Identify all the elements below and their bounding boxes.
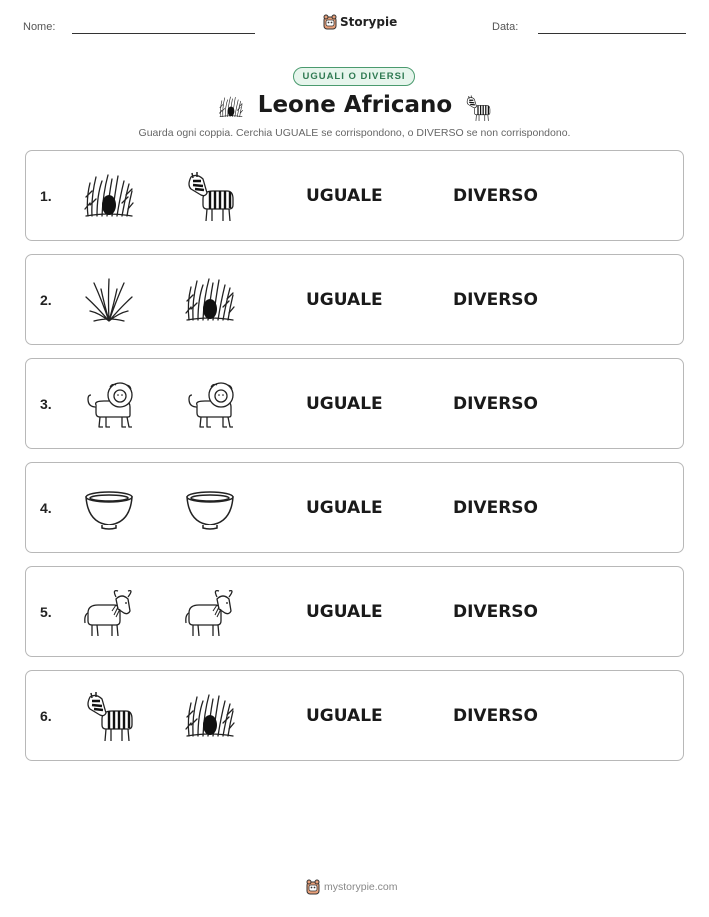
page-title: Leone Africano: [257, 92, 453, 118]
wildebeest-icon: [183, 585, 237, 639]
date-line[interactable]: [538, 33, 686, 34]
wildebeest-icon: [82, 585, 136, 639]
option-diverso[interactable]: DIVERSO: [453, 498, 538, 518]
savanna-grass-icon: [82, 169, 136, 223]
option-uguale[interactable]: UGUALE: [306, 394, 383, 414]
option-uguale[interactable]: UGUALE: [306, 706, 383, 726]
storypie-mascot-icon: [306, 879, 320, 895]
activity-badge: UGUALI O DIVERSI: [293, 67, 415, 86]
question-number: 5.: [40, 604, 52, 620]
question-row-4: [25, 462, 684, 553]
savanna-grass-icon: [218, 94, 244, 120]
zebra-icon: [82, 689, 136, 743]
option-diverso[interactable]: DIVERSO: [453, 602, 538, 622]
bowl-icon: [183, 481, 237, 535]
lion-icon: [183, 377, 237, 431]
footer-site-link[interactable]: mystorypie.com: [324, 881, 398, 893]
option-diverso[interactable]: DIVERSO: [453, 706, 538, 726]
question-row-5: [25, 566, 684, 657]
question-row-3: [25, 358, 684, 449]
question-row-6: [25, 670, 684, 761]
instructions: Guarda ogni coppia. Cerchia UGUALE se corrispondono, o DIVERSO se non corrispondono.: [138, 127, 571, 139]
question-number: 3.: [40, 396, 52, 412]
zebra-icon: [464, 94, 492, 122]
option-diverso[interactable]: DIVERSO: [453, 186, 538, 206]
question-number: 2.: [40, 292, 52, 308]
savanna-grass-icon: [183, 689, 237, 743]
bowl-icon: [82, 481, 136, 535]
question-number: 1.: [40, 188, 52, 204]
question-number: 6.: [40, 708, 52, 724]
option-uguale[interactable]: UGUALE: [306, 498, 383, 518]
name-label: Nome:: [23, 21, 56, 33]
grass-tuft-icon: [82, 273, 136, 327]
storypie-mascot-icon: [323, 14, 337, 30]
option-diverso[interactable]: DIVERSO: [453, 290, 538, 310]
option-uguale[interactable]: UGUALE: [306, 290, 383, 310]
name-line[interactable]: [72, 33, 255, 34]
date-label: Data:: [492, 21, 519, 33]
question-number: 4.: [40, 500, 52, 516]
footer: [306, 879, 398, 895]
savanna-grass-icon: [183, 273, 237, 327]
option-uguale[interactable]: UGUALE: [306, 186, 383, 206]
question-row-2: [25, 254, 684, 345]
lion-icon: [82, 377, 136, 431]
zebra-icon: [183, 169, 237, 223]
question-row-1: [25, 150, 684, 241]
brand-logo: [323, 14, 397, 30]
brand-name: Storypie: [340, 15, 398, 29]
option-uguale[interactable]: UGUALE: [306, 602, 383, 622]
option-diverso[interactable]: DIVERSO: [453, 394, 538, 414]
